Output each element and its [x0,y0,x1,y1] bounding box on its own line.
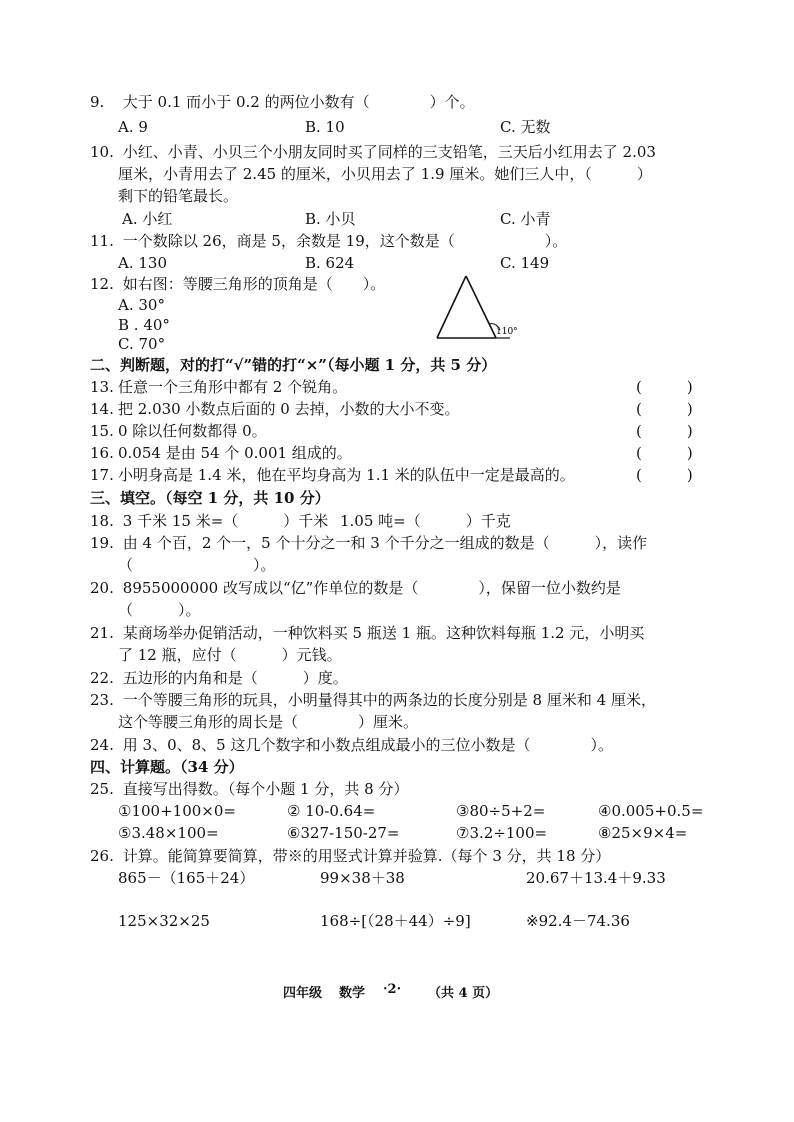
calc-item: 168÷[（28＋44）÷9] [320,912,471,930]
question-text-continued: （ ）。 [118,601,201,619]
footer-grade: 四年级 [283,986,323,1001]
question-number: 15. [90,422,114,440]
calc-item: 865－（165＋24） [118,869,255,887]
option-c: C. 149 [500,254,550,272]
question-text: 一个数除以 26，商是 5，余数是 19，这个数是（ ）。 [122,232,568,250]
question-number: 13. [90,378,114,396]
footer-subject: 数学 [339,986,366,1001]
option-b: B. 624 [305,254,355,272]
answer-parentheses[interactable]: ( ) [636,422,693,440]
option-b: B. 小贝 [305,210,356,228]
question-number: 19. [90,534,114,552]
calc-item: ③80÷5+2= [456,802,546,820]
question-text: 大于 0.1 而小于 0.2 的两位小数有（ ）个。 [122,93,475,111]
question-18-part-b: 1.05 吨=（ ）千克 [340,512,511,530]
question-text: 五边形的内角和是（ ）度。 [122,669,348,687]
question-18 [90,511,328,531]
option-a: A. 9 [118,118,148,136]
answer-parentheses[interactable]: ( ) [636,378,693,396]
question-26 [90,846,610,866]
option-b: B. 10 [305,118,345,136]
question-number: 26. [90,847,114,865]
section-title-calc: 四、计算题。（34 分） [90,758,244,776]
question-text-continued: 这个等腰三角形的周长是（ ）厘米。 [118,713,419,731]
question-number: 10. [90,143,114,161]
question-text-continued: （ ）。 [118,556,276,574]
calc-item: ④0.005+0.5= [598,802,704,820]
question-number: 18. [90,512,114,530]
judge-item [90,377,347,397]
question-number: 12. [90,275,114,293]
question-19 [90,533,647,553]
question-11 [90,231,567,251]
question-text: 任意一个三角形中都有 2 个锐角。 [118,378,348,396]
question-number: 24. [90,736,114,754]
question-20 [90,578,621,598]
question-12 [90,274,385,294]
question-21 [90,623,644,643]
judge-item [90,421,267,441]
calc-item: ② 10-0.64= [287,802,376,820]
question-22 [90,668,348,688]
footer-total-pages: （共 4 页） [428,986,499,1001]
calc-item: ⑧25×9×4= [598,824,688,842]
judge-item [90,399,460,419]
footer-page-number: ·2· [383,982,402,997]
option-c: C. 小青 [500,210,551,228]
section-title-fill: 三、填空。（每空 1 分，共 10 分） [90,489,330,507]
angle-label: 110° [496,327,518,337]
isosceles-triangle-figure [434,272,534,344]
question-number: 25. [90,780,114,798]
question-text: 如右图：等腰三角形的顶角是（ ）。 [122,275,386,293]
calc-item: ①100+100×0= [118,802,236,820]
question-text: 直接写出得数。（每个小题 1 分，共 8 分） [122,780,409,798]
triangle-right-side [466,276,496,338]
question-text-continued: 剩下的铅笔最长。 [118,187,239,205]
judge-item [90,443,352,463]
question-number: 21. [90,624,114,642]
triangle-left-side [437,276,466,338]
question-text: 一个等腰三角形的玩具，小明量得其中的两条边的长度分别是 8 厘米和 4 厘米， [122,691,656,709]
answer-parentheses[interactable]: ( ) [636,444,693,462]
option-c: C. 70° [118,335,166,353]
question-text: 用 3、0、8、5 这几个数字和小数点组成最小的三位小数是（ ）。 [122,736,613,754]
question-number: 20. [90,579,114,597]
option-a: A. 小红 [122,210,173,228]
calc-item: 99×38＋38 [320,869,405,887]
question-text: 计算。能简算要简算，带※的用竖式计算并验算.（每个 3 分，共 18 分） [122,847,611,865]
option-a: A. 130 [118,254,167,272]
question-25 [90,779,408,799]
question-text: 0 除以任何数都得 0。 [118,422,267,440]
question-text: 把 2.030 小数点后面的 0 去掉，小数的大小不变。 [118,400,460,418]
question-text: 由 4 个百，2 个一，5 个十分之一和 3 个千分之一组成的数是（ ），读作 [122,534,648,552]
question-number: 9. [90,93,105,111]
answer-parentheses[interactable]: ( ) [636,466,693,484]
option-a: A. 30° [118,296,165,314]
question-10 [90,142,656,162]
question-number: 22. [90,669,114,687]
question-23 [90,690,656,710]
question-number: 17. [90,466,114,484]
question-text: 某商场举办促销活动，一种饮料买 5 瓶送 1 瓶。这种饮料每瓶 1.2 元，小明买 [122,624,645,642]
question-number: 11. [90,232,114,250]
question-number: 16. [90,444,114,462]
question-text: 小红、小青、小贝三个小朋友同时买了同样的三支铅笔，三天后小红用去了 2.03 [122,143,656,161]
option-c: C. 无数 [500,118,551,136]
question-number: 14. [90,400,114,418]
calc-item: 125×32×25 [118,912,210,930]
calc-item: ⑦3.2÷100= [456,824,548,842]
judge-item [90,465,575,485]
question-number: 23. [90,691,114,709]
question-9 [90,92,475,112]
calc-item: ※92.4－74.36 [526,912,630,930]
question-text-continued: 厘米，小青用去了 2.45 的厘米，小贝用去了 1.9 厘米。她们三人中，（ ） [118,165,652,183]
calc-item: ⑥327-150-27= [287,824,400,842]
section-title-judge: 二、判断题，对的打“√”错的打“×”（每小题 1 分，共 5 分） [90,356,497,374]
question-text: 0.054 是由 54 个 0.001 组成的。 [118,444,352,462]
question-text: 8955000000 改写成以“亿”作单位的数是（ ），保留一位小数约是 [122,579,621,597]
option-b: B . 40° [118,316,170,334]
question-text: 3 千米 15 米=（ ）千米 [122,512,329,530]
calc-item: ⑤3.48×100= [118,824,219,842]
question-text: 小明身高是 1.4 米，他在平均身高为 1.1 米的队伍中一定是最高的。 [118,466,575,484]
question-24 [90,735,613,755]
calc-item: 20.67＋13.4＋9.33 [526,869,666,887]
question-text-continued: 了 12 瓶，应付（ ）元钱。 [118,646,342,664]
answer-parentheses[interactable]: ( ) [636,400,693,418]
